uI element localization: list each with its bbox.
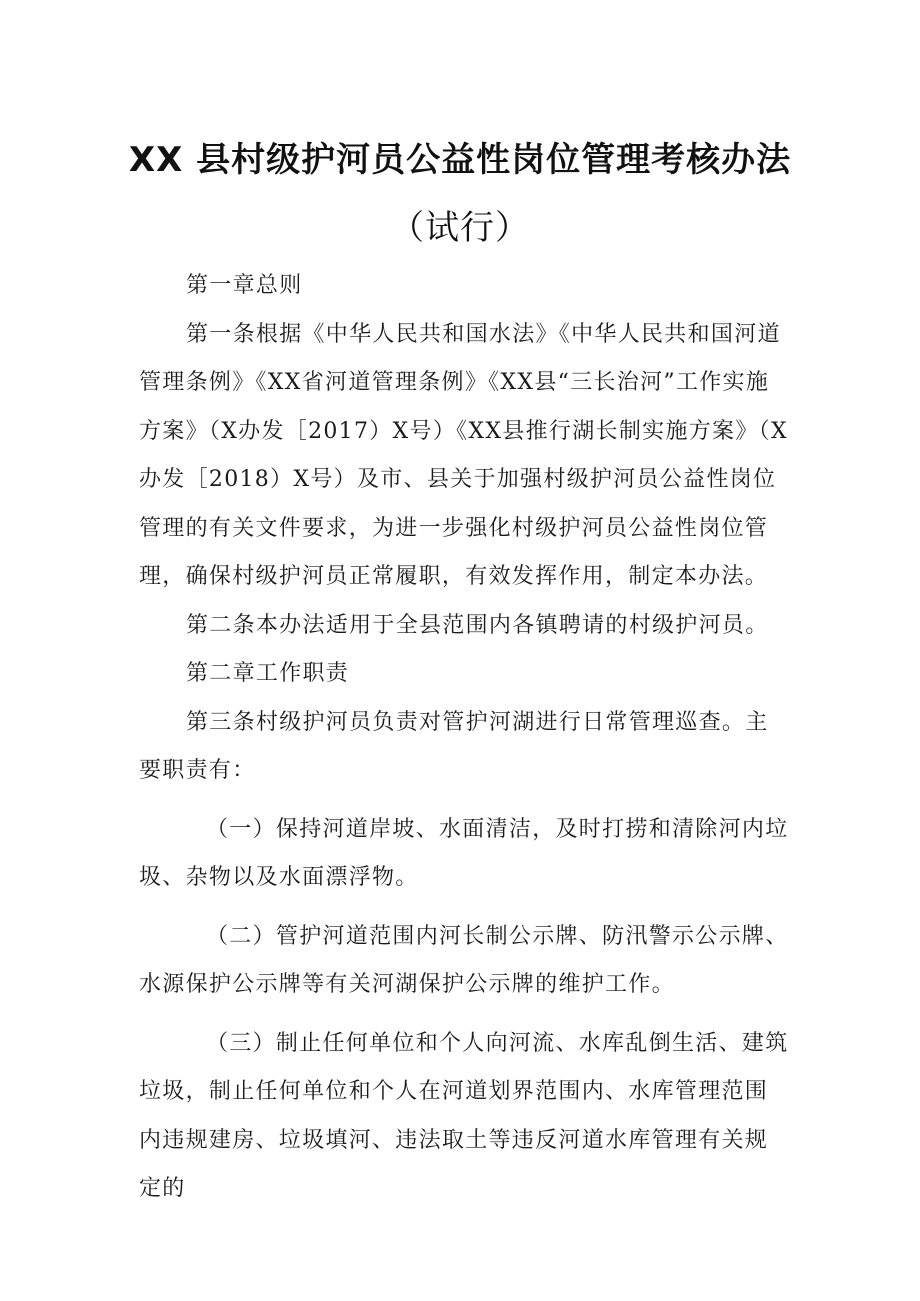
duty-item-3: （三）制止任何单位和个人向河流、水库乱倒生活、建筑垃圾，制止任何单位和个人在河道划界范围内、水库管理范围内违规建房、垃圾填河、违法取土等违反河道水库管理有关规定的 [139,1030,789,1201]
title-county-prefix: XX [128,140,184,180]
duty-item-2: （二）管护河道范围内河长制公示牌、防汛警示公示牌、水源保护公示牌等有关河湖保护公示牌的维护工作。 [139,923,789,997]
article-2-paragraph: 第二条本办法适用于全县范围内各镇聘请的村级护河员。 [186,612,769,638]
chapter-heading-1: 第一章总则 [186,273,303,298]
document-title [0,132,920,181]
title-main-text: 县村级护河员公益性岗位管理考核办法 [196,140,792,180]
chapter-heading-2: 第二章工作职责 [186,661,350,686]
duty-item-1: （一）保持河道岸坡、水面清洁，及时打捞和清除河内垃圾、杂物以及水面漂浮物。 [139,816,789,890]
article-3-paragraph: 第三条村级护河员负责对管护河湖进行日常管理巡查。主要职责有： [139,709,769,783]
article-1-paragraph: 第一条根据《中华人民共和国水法》《中华人民共和国河道管理条例》《XX省河道管理条例》《XX县“三长治河”工作实施方案》（X办发［2017）X号）《XX县推行湖长制实施方案》（X办发［2018）X号）及市、县关于加强村级护河员公益性岗位管理的有关文件要求，为进一步强化村级护河员公益性岗位管理，确保村级护河员正常履职，有效发挥作用，制定本办法。 [139,321,788,589]
document-body [139,262,789,1214]
document-subtitle: （试行） [390,208,530,248]
